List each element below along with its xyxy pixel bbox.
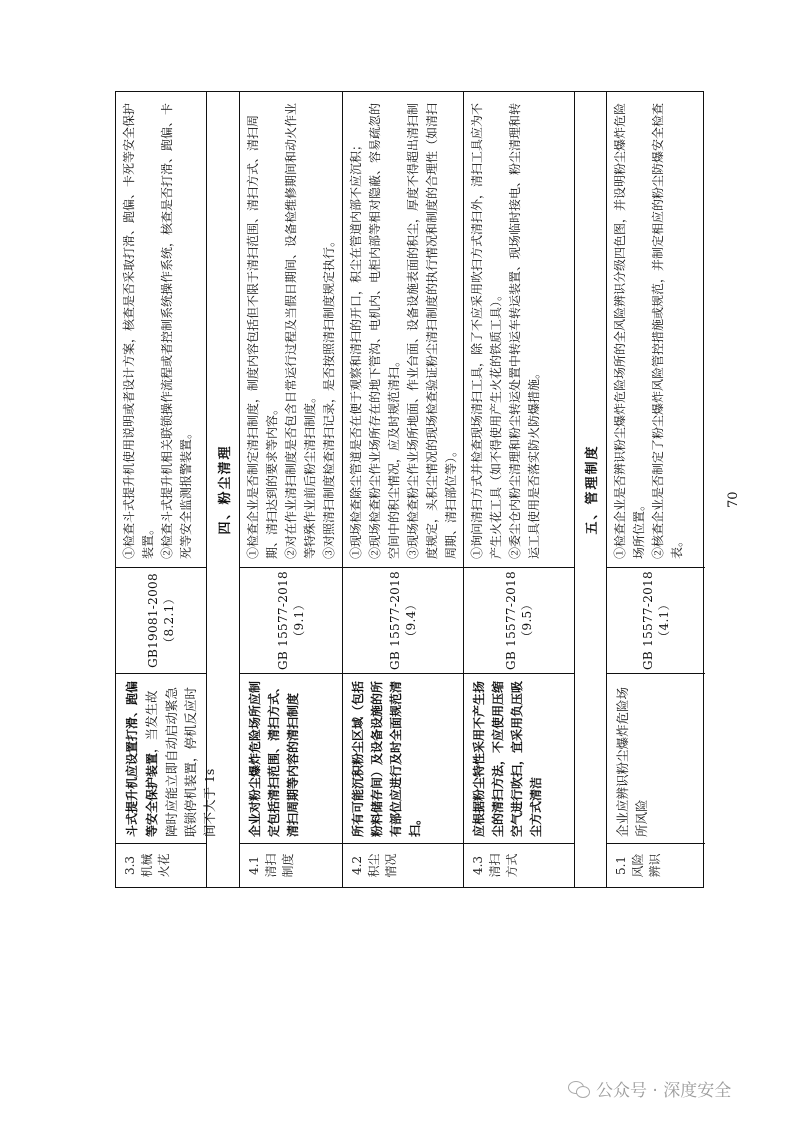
wechat-icon bbox=[568, 1080, 590, 1098]
item-number: 3.3 机械 火花 bbox=[123, 853, 171, 878]
inspection-table bbox=[115, 91, 704, 888]
table-row bbox=[116, 92, 217, 887]
standard-reference: GB 15577-2018（9.1） bbox=[275, 571, 306, 670]
check-method: ①检查企业是否辨识粉尘爆炸危险场所的全风险辨识分级四色图，并设明粉尘爆炸危险场所位置。 ②核查企业是否制定了粉尘爆炸风险管控措施或规范，并制定相应的粉尘防爆安全检查表。 bbox=[613, 102, 684, 559]
watermark-text: 公众号 · 深度安全 bbox=[596, 1081, 732, 1101]
item-number: 4.3 清扫 方式 bbox=[471, 853, 519, 878]
requirement: 应根据粉尘特性采用不产生扬尘的清扫方法，不应使用压缩空气进行吹扫，宜采用负压吸尘方式清洁 bbox=[472, 680, 543, 837]
item-number: 5.1 风险 辨识 bbox=[614, 853, 662, 878]
check-method: ①检查企业是否制定清扫制度，制度内容包括但不限于清扫范围、清扫方式、清扫周期、清扫达到的要求等内容。 ②对在作业清扫制度是否包含日常运行过程及当假日期间、设备检维修期间和动火作业等特殊作业前后粉尘清扫制度。 ③对照清扫制度检查清扫记录，是否按照清扫制度规定执行。 bbox=[246, 102, 336, 559]
standard-reference: GB 15577-2018（9.5） bbox=[503, 571, 534, 670]
check-method: ①询问清扫方式并检查现场清扫工具，除了不应采用吹扫方式清扫外，清扫工具应为不产生火花工具（如不得使用产生火花的铁质工具）。 ②委尘仓内粉尘清理和粉尘转运处置中转运车转运装置、现场临时接电、粉尘清理和转运工具使用是否落实防火防爆措施。 bbox=[470, 102, 541, 559]
item-number: 4.2 积尘 情况 bbox=[350, 853, 398, 878]
requirement: 企业应辨识粉尘爆炸危险场所风险 bbox=[615, 686, 649, 837]
section-header: 四、粉尘清理 bbox=[207, 92, 240, 887]
page-number: 70 bbox=[726, 491, 741, 508]
table-row bbox=[240, 92, 343, 887]
standard-reference: GB 15577-2018（9.4） bbox=[387, 571, 418, 670]
watermark bbox=[568, 1076, 731, 1101]
check-method: ①检查斗式提升机使用说明或者设计方案，核查是否采取打滑、跑偏、卡死等安全保护装置。 ②检查斗式提升机相关联锁操作流程或者控制系统操作系统，核查是否打滑、跑偏、卡死等安全监测报警装置。 bbox=[122, 102, 193, 559]
standard-reference: GB19081-2008（8.2.1） bbox=[145, 573, 176, 668]
requirement: 所有可能沉积粉尘区域（包括粉料储存间）及设备设施的所有部位应进行及时全面规范清扫。 bbox=[351, 680, 422, 837]
requirement: 企业对粉尘爆炸危险场所应制定包括清扫范围、清扫方式、清扫周期等内容的清扫制度 bbox=[248, 680, 300, 837]
table-row bbox=[464, 92, 575, 887]
table-row bbox=[607, 92, 705, 887]
requirement: 斗式提升机应设置打滑、跑偏等安全保护装置，当发生故障时应能立即自动启动紧急联锁停机装置，停机反应时间不大于 1s bbox=[125, 680, 217, 837]
section-header: 五、管理制度 bbox=[575, 92, 607, 887]
item-number: 4.1 清扫 制度 bbox=[247, 853, 295, 878]
check-method: ①现场检查除尘管道是否在便于观察和清扫的开口，积尘在管道内部不应沉积； ②现场检查粉尘作业场所存在的地下管沟、电机内、电柜内部等相对隐蔽、容易疏忽的空间中的积尘情况，应及时规范清扫。 ③现场检查粉尘作业场所地面、作业台面、设备设施表面的积尘，厚度不得超出清扫制度规定，头积尘情况的现场检查验证粉尘清扫制度的执行情况和制度的合理性（如清扫周期、清扫部位等）。 bbox=[349, 102, 458, 559]
standard-reference: GB 15577-2018（4.1） bbox=[640, 571, 671, 670]
table-row bbox=[343, 92, 464, 887]
